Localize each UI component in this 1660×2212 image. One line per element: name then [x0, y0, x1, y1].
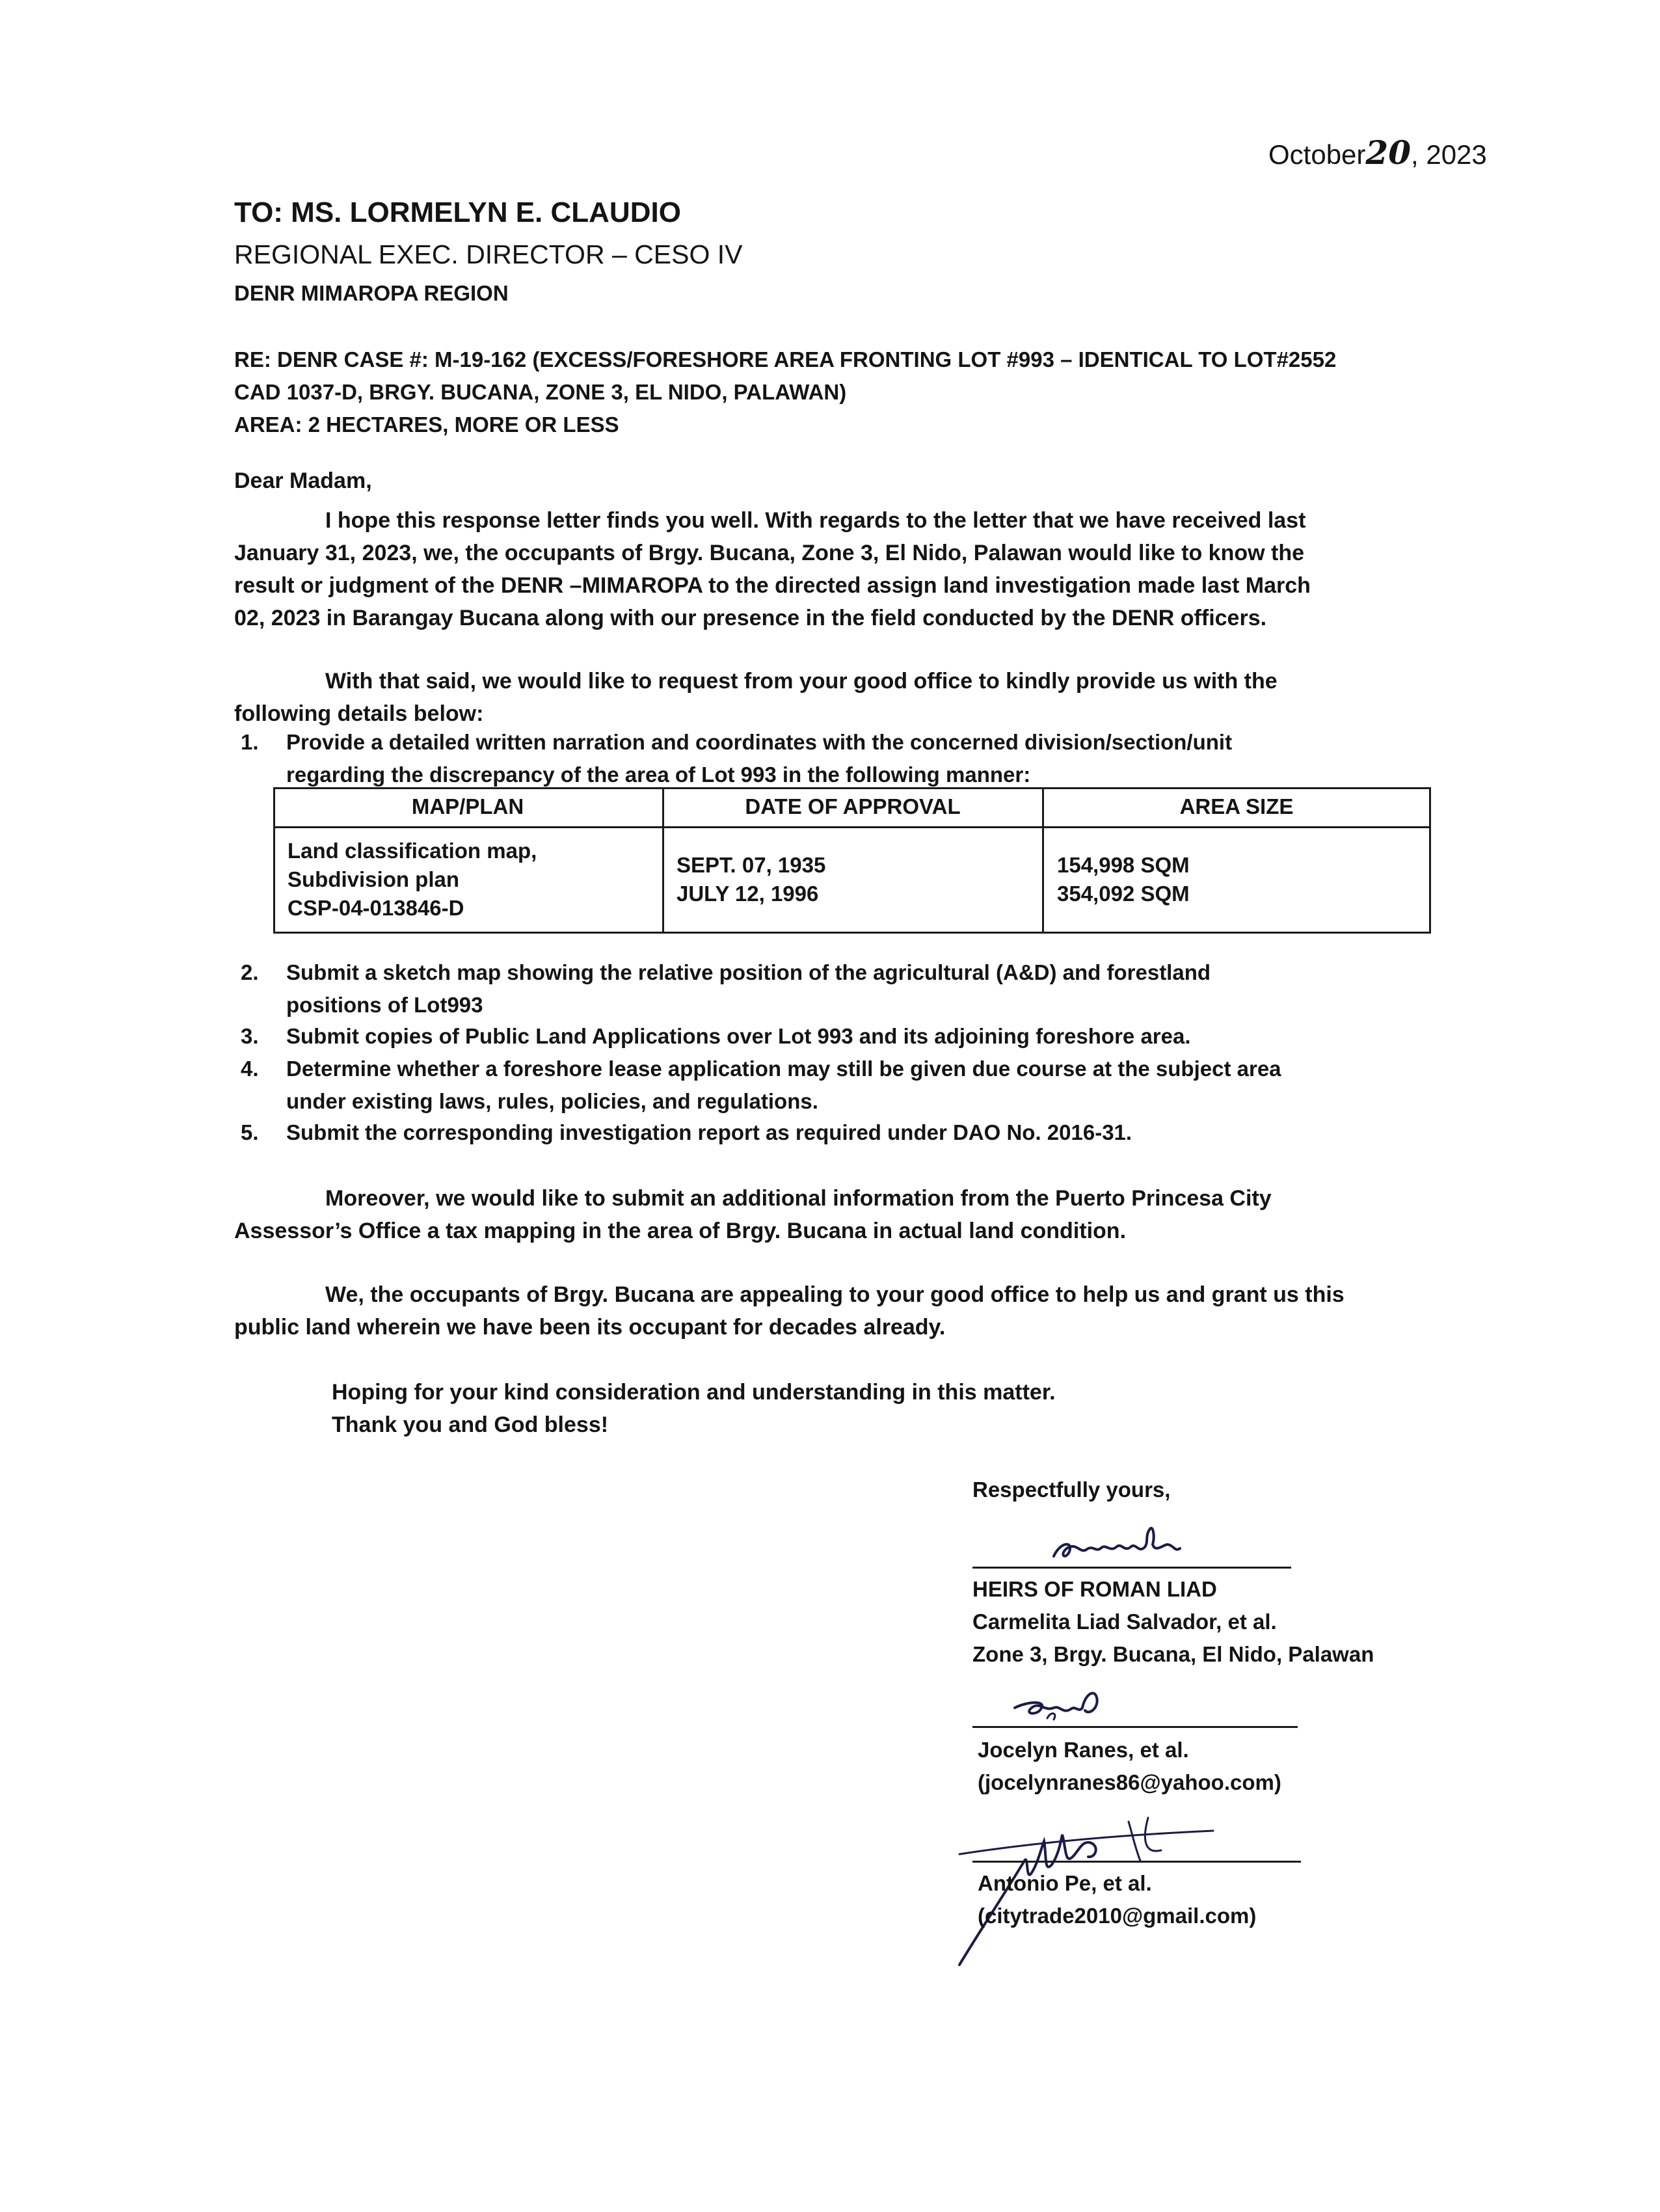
signatory-line: Carmelita Liad Salvador, et al.: [972, 1610, 1277, 1634]
list-line: positions of Lot993: [286, 993, 483, 1017]
closing-salutation: Respectfully yours,: [972, 1477, 1171, 1502]
table-header-map-plan: MAP/PLAN: [411, 794, 524, 818]
table-header-date: DATE OF APPROVAL: [745, 794, 961, 818]
lot-area-table: [273, 787, 1431, 934]
list-item: [234, 956, 1457, 1021]
table-header-area: AREA SIZE: [1179, 794, 1294, 818]
list-line: Submit copies of Public Land Applications over Lot 993 and its adjoining foreshore area.: [286, 1024, 1191, 1048]
subject-line: AREA: 2 HECTARES, MORE OR LESS: [234, 412, 619, 437]
approval-date: SEPT. 07, 1935: [676, 853, 826, 877]
table-cell-areas: [1057, 851, 1190, 908]
list-line: under existing laws, rules, policies, and regulations.: [286, 1089, 818, 1113]
body-line: With that said, we would like to request from your good office to kindly provide us with the: [325, 669, 1278, 694]
body-paragraph-3: [234, 1182, 1444, 1247]
body-line: result or judgment of the DENR –MIMAROPA to the directed assign land investigation made last March: [234, 573, 1311, 598]
area-size: 354,092 SQM: [1057, 882, 1190, 906]
list-item: [234, 726, 1457, 791]
body-line: Assessor’s Office a tax mapping in the area of Brgy. Bucana in actual land condition.: [234, 1219, 1127, 1243]
list-line: Submit the corresponding investigation report as required under DAO No. 2016-31.: [286, 1120, 1132, 1144]
signature-line: [972, 1861, 1301, 1863]
signature-ranes: [1008, 1682, 1125, 1740]
recipient-region: DENR MIMAROPA REGION: [234, 281, 509, 305]
date-day-handwritten: 20: [1365, 133, 1411, 172]
signatory-line: Jocelyn Ranes, et al.: [978, 1738, 1189, 1762]
body-line: I hope this response letter finds you well. With regards to the letter that we have received last: [325, 508, 1306, 533]
list-line: regarding the discrepancy of the area of Lot 993 in the following manner:: [286, 762, 1031, 787]
table-cell-dates: [676, 851, 825, 908]
list-line: Determine whether a foreshore lease application may still be given due course at the subject area: [286, 1057, 1281, 1081]
recipient-name: TO: MS. LORMELYN E. CLAUDIO: [234, 196, 681, 228]
list-number: 4.: [241, 1057, 259, 1081]
table-cell-map-plan: [288, 837, 537, 923]
signatory-block: [972, 1682, 1493, 1799]
table-header-divider: [273, 826, 1431, 828]
table-bottom-border: [273, 932, 1431, 934]
table-right-border: [1429, 787, 1431, 934]
body-line: January 31, 2023, we, the occupants of Brgy. Bucana, Zone 3, El Nido, Palawan would like to know the: [234, 541, 1304, 565]
body-paragraph-2: [234, 665, 1444, 730]
body-line: public land wherein we have been its occupant for decades already.: [234, 1315, 946, 1340]
date-month: October: [1268, 139, 1366, 170]
subject-line: CAD 1037-D, BRGY. BUCANA, ZONE 3, EL NIDO, PALAWAN): [234, 380, 847, 404]
list-item: [234, 1116, 1457, 1149]
body-line: following details below:: [234, 701, 484, 726]
greeting: Dear Madam,: [234, 468, 372, 493]
body-line: Hoping for your kind consideration and understanding in this matter.: [332, 1380, 1056, 1405]
signatory-block: [972, 1815, 1493, 1971]
signature-line: [972, 1567, 1291, 1569]
list-item: [234, 1053, 1457, 1118]
signatory-line: Antonio Pe, et al.: [978, 1871, 1152, 1895]
signatory-line: HEIRS OF ROMAN LIAD: [972, 1577, 1217, 1601]
body-line: Thank you and God bless!: [332, 1412, 609, 1437]
map-plan-line: Subdivision plan: [288, 867, 460, 891]
signatory-line: (citytrade2010@gmail.com): [978, 1904, 1257, 1928]
body-paragraph-1: [234, 504, 1444, 634]
map-plan-line: Land classification map,: [288, 839, 537, 863]
list-item: [234, 1020, 1457, 1053]
signature-line: [972, 1726, 1298, 1728]
date-year: , 2023: [1411, 139, 1487, 170]
list-number: 2.: [241, 960, 259, 984]
list-number: 5.: [241, 1120, 259, 1144]
signatory-line: (jocelynranes86@yahoo.com): [978, 1770, 1281, 1794]
subject-block: [234, 344, 1470, 441]
area-size: 154,998 SQM: [1057, 853, 1190, 877]
map-plan-line: CSP-04-013846-D: [288, 896, 464, 920]
signatory-line: Zone 3, Brgy. Bucana, El Nido, Palawan: [972, 1642, 1374, 1666]
signatory-block: [972, 1516, 1493, 1672]
body-line: We, the occupants of Brgy. Bucana are appealing to your good office to help us and grant us this: [325, 1282, 1345, 1307]
body-line: Moreover, we would like to submit an additional information from the Puerto Princesa City: [325, 1186, 1272, 1211]
table-top-border: [273, 787, 1431, 789]
approval-date: JULY 12, 1996: [676, 882, 819, 906]
letter-date: [1268, 133, 1487, 172]
list-line: Provide a detailed written narration and coordinates with the concerned division/section/unit: [286, 730, 1233, 754]
recipient-position: REGIONAL EXEC. DIRECTOR – CESO IV: [234, 239, 743, 269]
subject-line: RE: DENR CASE #: M-19-162 (EXCESS/FORESHORE AREA FRONTING LOT #993 – IDENTICAL TO LOT#2552: [234, 347, 1337, 371]
body-paragraph-4: [234, 1278, 1444, 1343]
body-paragraph-5: [332, 1376, 1056, 1441]
body-line: 02, 2023 in Barangay Bucana along with our presence in the field conducted by the DENR officers.: [234, 606, 1267, 630]
list-line: Submit a sketch map showing the relative position of the agricultural (A&D) and forestland: [286, 960, 1211, 984]
signature-salvador: [1041, 1516, 1197, 1568]
list-number: 3.: [241, 1024, 259, 1048]
list-number: 1.: [241, 730, 259, 754]
